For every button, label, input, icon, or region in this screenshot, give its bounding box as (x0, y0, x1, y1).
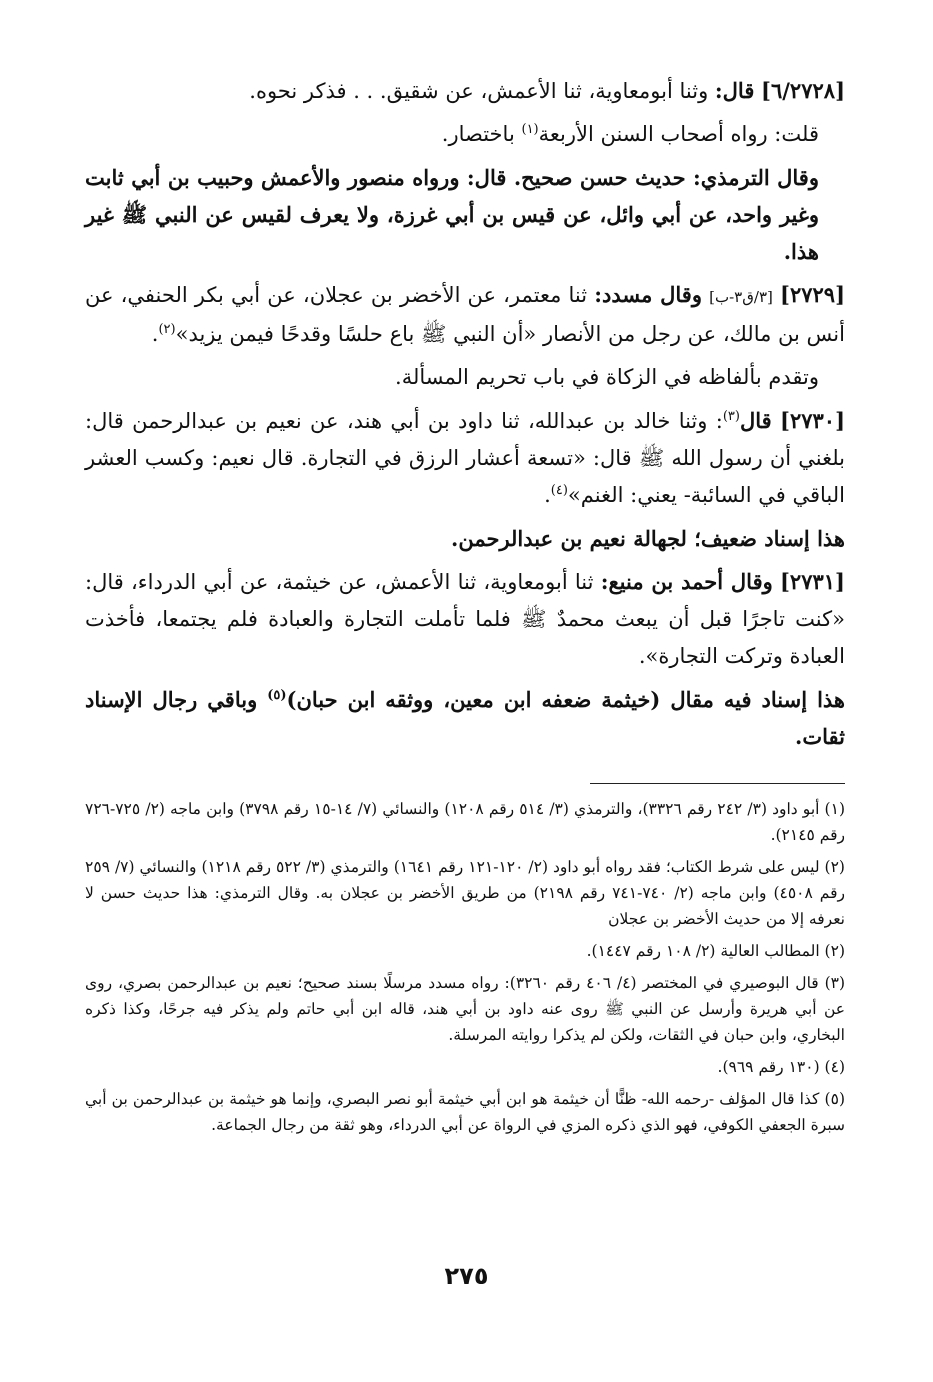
footnote-5: (٥) كذا قال المؤلف -رحمه الله- ظنًّا أن خيثمة هو ابن أبي خيثمة أبو نصر البصري، وإنما هو خيثمة بن عبدالرحمن بن أبي سبرة الجعفي الكوفي، فهو الذي ذكره المزي في الرواة عن أبي الدرداء، وهو ثقة من رجال الجماعة. (85, 1090, 845, 1134)
hadith-text: وثنا أبومعاوية، ثنا الأعمش، عن شقيق. . . فذكر نحوه. (249, 79, 709, 103)
main-text (85, 72, 845, 755)
hadith-number: [٦/٢٧٢٨] (761, 78, 845, 103)
footnotes (85, 796, 845, 1138)
footnote-4: (٤) (١٣٠ رقم ٩٦٩). (717, 1058, 845, 1076)
hadith-2728 (85, 72, 845, 110)
manuscript-ref: [٣/ق٣-ب] (709, 288, 773, 306)
comment-text: قلت: رواه أصحاب السنن الأربعة (538, 122, 819, 146)
footnote-ref: (٥) (267, 688, 287, 703)
narrator-label: وقال مسدد: (594, 282, 702, 307)
footnote-ref: (١) (521, 122, 539, 137)
editor-comment (85, 116, 845, 153)
narrator-label: قال: (714, 78, 755, 103)
book-page (85, 72, 845, 1144)
page-number: ٢٧٥ (444, 1262, 489, 1290)
grading-text: هذا إسناد فيه مقال (خيثمة ضعفه ابن معين، ووثقه ابن حبان) (286, 687, 846, 712)
punctuation: . (151, 322, 159, 346)
grading-text-end: وباقي رجال الإسناد ثقات. (85, 687, 845, 749)
hadith-number: [٢٧٢٩] (780, 282, 845, 307)
hadith-text: ثنا معتمر، عن الأخضر بن عجلان، عن أبي بكر الحنفي، عن أنس بن مالك، عن رجل من الأنصار «أن النبي ﷺ باع حلسًا وقدحًا فيمن يزيد» (85, 283, 845, 346)
hadith-number: [٢٧٣١] (779, 569, 845, 594)
hadith-text: : وثنا خالد بن عبدالله، ثنا داود بن أبي هند، عن نعيم بن عبدالرحمن قال: بلغني أن رسول الله ﷺ قال: «تسعة أعشار الرزق في التجارة. قال نعيم: وكسب العشر الباقي في السائبة- يعني: الغنم» (85, 409, 845, 507)
isnad-grading: هذا إسناد ضعيف؛ لجهالة نعيم بن عبدالرحمن. (451, 526, 845, 551)
hadith-text: ثنا أبومعاوية، ثنا الأعمش، عن خيثمة، عن أبي الدرداء، قال: «كنت تاجرًا قبل أن يبعث محمدٌ ﷺ فلما تأملت التجارة والعبادة فلم يجتمعا، فأخذت العبادة وتركت التجارة». (85, 570, 845, 668)
footnote-1: (١) أبو داود (٣/ ٢٤٢ رقم ٣٣٢٦)، والترمذي (٣/ ٥١٤ رقم ١٢٠٨) والنسائي (٧/ ١٤-١٥ رقم ٣٧٩٨) وابن ماجه (٢/ ٧٢٥-٧٢٦ رقم ٢١٤٥). (85, 800, 845, 844)
footnote-ref: (٢) (158, 322, 176, 337)
hadith-2731 (85, 563, 845, 675)
comment-text-end: باختصار. (441, 122, 515, 146)
narrator-label: وقال أحمد بن منيع: (600, 569, 773, 594)
hadith-number: [٢٧٣٠] (780, 408, 845, 433)
footnote-2b: (٢) المطالب العالية (٢/ ١٠٨ رقم ١٤٤٧). (586, 942, 845, 960)
isnad-grading (85, 681, 845, 755)
hadith-2730 (85, 402, 845, 514)
hadith-2729 (85, 276, 845, 353)
footnote-ref: (٤) (550, 483, 568, 498)
tirmidhi-comment: وقال الترمذي: حديث حسن صحيح. قال: ورواه منصور والأعمش وحبيب بن أبي ثابت وغير واحد، عن أبي وائل، عن قيس بن أبي غرزة، ولا يعرف لقيس عن النبي ﷺ غير هذا. (85, 165, 819, 264)
footnote-3: (٣) قال البوصيري في المختصر (٤/ ٤٠٦ رقم ٣٢٦٠): رواه مسدد مرسلًا بسند صحيح؛ نعيم بن عبدالرحمن بصري، روى عن أبي هريرة وأرسل عن النبي ﷺ روى عنه داود بن أبي هند، قاله ابن أبي حاتم ولم يذكر فيه جرحًا، وكذا ذكره البخاري، وابن حبان في الثقات، ولكن لم يذكرا روايته المرسلة. (85, 974, 846, 1044)
cross-reference: وتقدم بألفاظه في الزكاة في باب تحريم المسألة. (395, 365, 819, 389)
footnote-divider (590, 783, 845, 784)
narrator-label: قال (739, 408, 772, 433)
punctuation: . (544, 483, 551, 507)
footnote-2: (٢) ليس على شرط الكتاب؛ فقد رواه أبو داود (٢/ ١٢٠-١٢١ رقم ١٦٤١) والترمذي (٣/ ٥٢٢ رقم ١٢١٨) والنسائي (٧/ ٢٥٩ رقم ٤٥٠٨) وابن ماجه (٢/ ٧٤٠-٧٤١ رقم ٢١٩٨) من طريق الأخضر بن عجلان به. وقال الترمذي: هذا حديث حسن لا نعرفه إلا من حديث الأخضر بن عجلان (85, 858, 845, 928)
footnote-ref: (٣) (722, 409, 740, 424)
